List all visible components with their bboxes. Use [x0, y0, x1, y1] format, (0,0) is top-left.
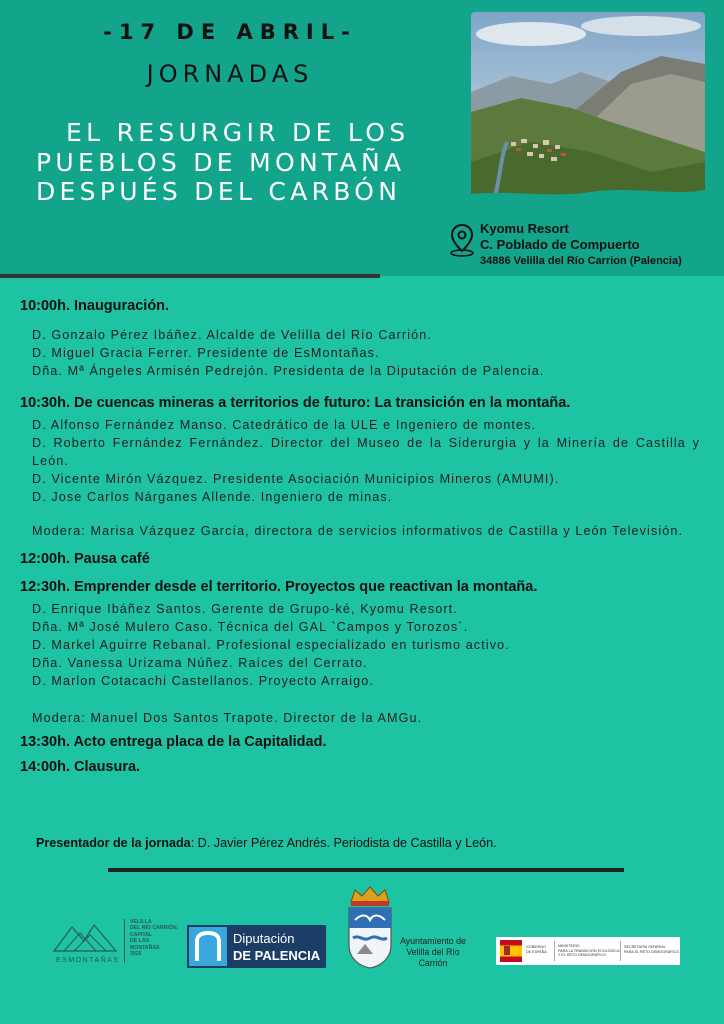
gob-line: DE ESPAÑA: [526, 949, 547, 954]
speaker: D. Jose Carlos Nárganes Allende. Ingeniero de minas.: [32, 490, 393, 504]
gobierno-separator: [620, 941, 621, 961]
speaker: D. Marlon Cotacachi Castellanos. Proyecto Arraigo.: [32, 674, 374, 688]
gob-line: GOBIERNO: [526, 945, 546, 949]
event-type: JORNADAS: [146, 60, 314, 88]
esmontanas-side-text: [130, 919, 178, 957]
esm-line: VELILLA: [130, 919, 152, 925]
location-pin-icon: [448, 223, 476, 257]
esmontanas-name: ESMONTAÑAS: [56, 957, 120, 964]
program-slot: [20, 732, 700, 752]
program-schedule: [20, 296, 700, 777]
gobierno-block1: [526, 945, 547, 954]
esmontanas-logo: [52, 917, 182, 969]
header-divider: [0, 274, 380, 278]
diputacion-line2: DE PALENCIA: [233, 948, 321, 963]
footer-divider: [108, 868, 624, 872]
venue-street: C. Poblado de Compuerto: [480, 237, 640, 252]
speaker: D. Miguel Gracia Ferrer. Presidente de EsMontañas.: [32, 346, 380, 360]
ayuntamiento-name: Ayuntamiento de Velilla del Río Carrión: [400, 936, 466, 968]
moderator: Modera: Marisa Vázquez García, directora de servicios informativos de Castilla y León Televisión.: [32, 524, 684, 538]
slot-heading: 12:00h. Pausa café: [20, 551, 150, 567]
title-line-1: EL RESURGIR DE LOS: [66, 118, 410, 147]
esm-line: CAPITAL: [130, 931, 153, 938]
presenter-text: : D. Javier Pérez Andrés. Periodista de Castilla y León.: [190, 836, 497, 850]
slot-heading: 10:00h. Inauguración.: [20, 298, 170, 314]
event-date: -17 DE ABRIL-: [103, 20, 357, 44]
presenter-line: [36, 836, 497, 850]
diputacion-line1: Diputación: [233, 931, 295, 946]
presenter-label: Presentador de la jornada: [36, 836, 191, 850]
esmontanas-divider: [124, 919, 125, 963]
speaker: Dña. Mª José Mulero Caso. Técnica del GAL `Campos y Torozos´.: [32, 620, 469, 634]
gobierno-block2: [558, 944, 620, 958]
gob-line: Y EL RETO DEMOGRÁFICO: [558, 953, 606, 958]
gobierno-block3: [624, 945, 679, 954]
speaker-list: [20, 326, 700, 380]
program-slot: [20, 393, 700, 540]
speaker: D. Vicente Mirón Vázquez. Presidente Asociación Municipios Mineros (AMUMI).: [32, 472, 560, 486]
mountain-village-photo: [471, 12, 705, 208]
venue-address: [480, 221, 682, 270]
title-line-3: DESPUÉS DEL CARBÓN: [36, 177, 402, 206]
speaker: Dña. Vanessa Urizama Núñez. Raíces del Cerrato.: [32, 656, 368, 670]
moderator: Modera: Manuel Dos Santos Trapote. Director de la AMGu.: [32, 711, 423, 725]
gobierno-separator: [554, 941, 555, 961]
program-slot: [20, 549, 700, 569]
venue-name: Kyomu Resort: [480, 221, 569, 236]
venue-city: 34886 Velilla del Río Carrion (Palencia): [480, 255, 682, 267]
gob-line: PARA EL RETO DEMOGRÁFICO: [624, 949, 680, 954]
speaker: D. Markel Aguirre Rebanal. Profesional especializado en turismo activo.: [32, 638, 510, 652]
slot-heading: 12:30h. Emprender desde el territorio. Proyectos que reactivan la montaña.: [20, 579, 538, 595]
spain-shield-icon: [504, 946, 510, 955]
speaker: Dña. Mª Ángeles Armisén Pedrejón. Presidenta de la Diputación de Palencia.: [32, 364, 545, 378]
speaker: D. Roberto Fernández Fernández. Director del Museo de la Siderurgia y la Minería de Castilla y León.: [32, 436, 700, 468]
gobierno-logo: [496, 937, 680, 965]
program-slot: [20, 296, 700, 380]
speaker: D. Enrique Ibáñez Santos. Gerente de Grupo-ké, Kyomu Resort.: [32, 602, 458, 616]
slot-heading: 14:00h. Clausura.: [20, 759, 141, 775]
esm-line: 2025: [130, 951, 142, 958]
speaker: D. Alfonso Fernández Manso. Catedrático de la ULE e Ingeniero de montes.: [32, 418, 537, 432]
gob-line: MINISTERIO: [558, 944, 580, 948]
speaker-list: [20, 416, 700, 540]
gob-line: SECRETARÍA GENERAL: [624, 945, 666, 949]
speaker-list: [20, 600, 700, 727]
slot-heading: 13:30h. Acto entrega placa de la Capitalidad.: [20, 734, 327, 750]
event-title: [36, 118, 409, 207]
esm-line: DEL RÍO CARRIÓN,: [130, 925, 179, 932]
speaker: D. Gonzalo Pérez Ibáñez. Alcalde de Velilla del Río Carrión.: [32, 328, 432, 342]
esm-line: MONTAÑAS: [130, 944, 160, 951]
esm-line: DE LAS: [130, 938, 150, 945]
mountain-logo-icon: [52, 917, 118, 955]
program-slot: [20, 757, 700, 777]
gob-line: PARA LA TRANSICIÓN ECOLÓGICA: [558, 948, 620, 953]
program-slot: [20, 577, 700, 727]
slot-heading: 10:30h. De cuencas mineras a territorios de futuro: La transición en la montaña.: [20, 395, 571, 411]
title-line-2: PUEBLOS DE MONTAÑA: [36, 147, 406, 177]
diputacion-logo: [187, 925, 326, 968]
diputacion-mark-icon: [189, 927, 227, 966]
coat-of-arms-icon: [345, 884, 395, 970]
